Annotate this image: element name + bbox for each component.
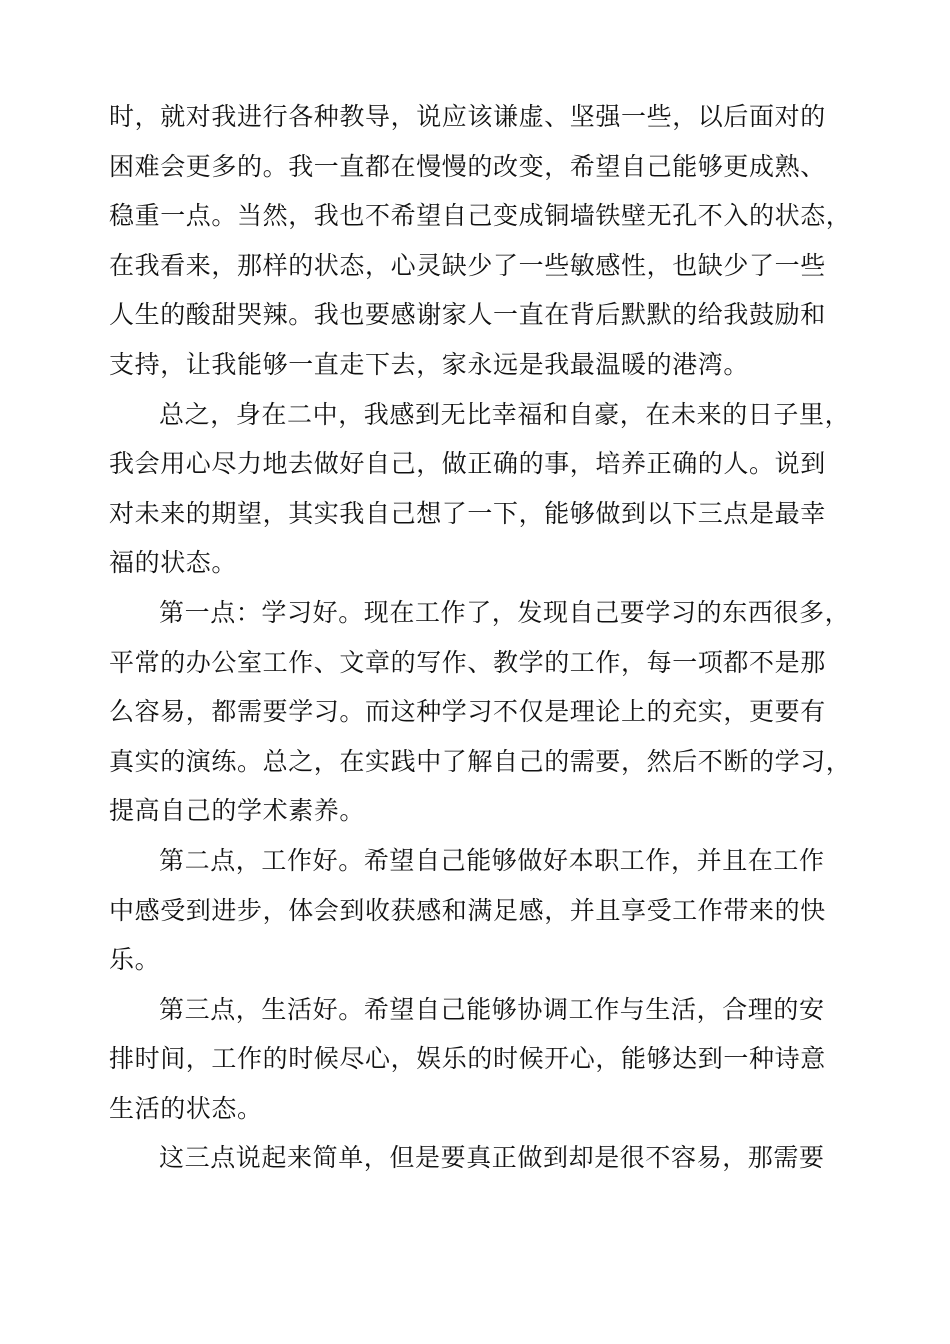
text-line: 稳重一点。当然，我也不希望自己变成铜墙铁壁无孔不入的状态，	[109, 201, 852, 231]
paragraph-4	[109, 836, 839, 985]
text-line: 第一点：学习好。现在工作了，发现自己要学习的东西很多，	[159, 597, 851, 627]
paragraph-2	[109, 390, 851, 588]
text-line: 这三点说起来简单，但是要真正做到却是很不容易，那需要	[159, 1143, 825, 1173]
text-line: 第三点，生活好。希望自己能够协调工作与生活，合理的安	[159, 994, 825, 1024]
text-line: 总之，身在二中，我感到无比幸福和自豪，在未来的日子里，	[159, 399, 851, 429]
text-line: 对未来的期望，其实我自己想了一下，能够做到以下三点是最幸	[109, 498, 826, 528]
text-line: 么容易，都需要学习。而这种学习不仅是理论上的充实，更要有	[109, 697, 826, 727]
text-line: 我会用心尽力地去做好自己，做正确的事，培养正确的人。说到	[109, 449, 826, 479]
text-line: 人生的酸甜哭辣。我也要感谢家人一直在背后默默的给我鼓励和	[109, 300, 826, 330]
text-line: 支持，让我能够一直走下去，家永远是我最温暖的港湾。	[109, 349, 750, 379]
paragraph-6	[109, 1133, 839, 1183]
text-line: 第二点，工作好。希望自己能够做好本职工作，并且在工作	[159, 845, 825, 875]
text-line: 排时间，工作的时候尽心，娱乐的时候开心，能够达到一种诗意	[109, 1044, 826, 1074]
text-line: 困难会更多的。我一直都在慢慢的改变，希望自己能够更成熟、	[109, 151, 826, 181]
paragraph-1	[109, 92, 852, 390]
text-line: 平常的办公室工作、文章的写作、教学的工作，每一项都不是那	[109, 647, 826, 677]
paragraph-5	[109, 985, 839, 1134]
text-line: 时，就对我进行各种教导，说应该谦虚、坚强一些，以后面对的	[109, 102, 826, 131]
text-line: 中感受到进步，体会到收获感和满足感，并且享受工作带来的快	[109, 895, 826, 925]
text-line: 提高自己的学术素养。	[109, 796, 366, 826]
text-line: 真实的演练。总之，在实践中了解自己的需要，然后不断的学习，	[109, 746, 852, 776]
text-line: 在我看来，那样的状态，心灵缺少了一些敏感性，也缺少了一些	[109, 250, 826, 280]
paragraph-3	[109, 588, 852, 836]
document-body	[109, 92, 852, 1183]
text-line: 福的状态。	[109, 548, 238, 578]
text-line: 生活的状态。	[109, 1093, 263, 1123]
text-line: 乐。	[109, 945, 161, 975]
